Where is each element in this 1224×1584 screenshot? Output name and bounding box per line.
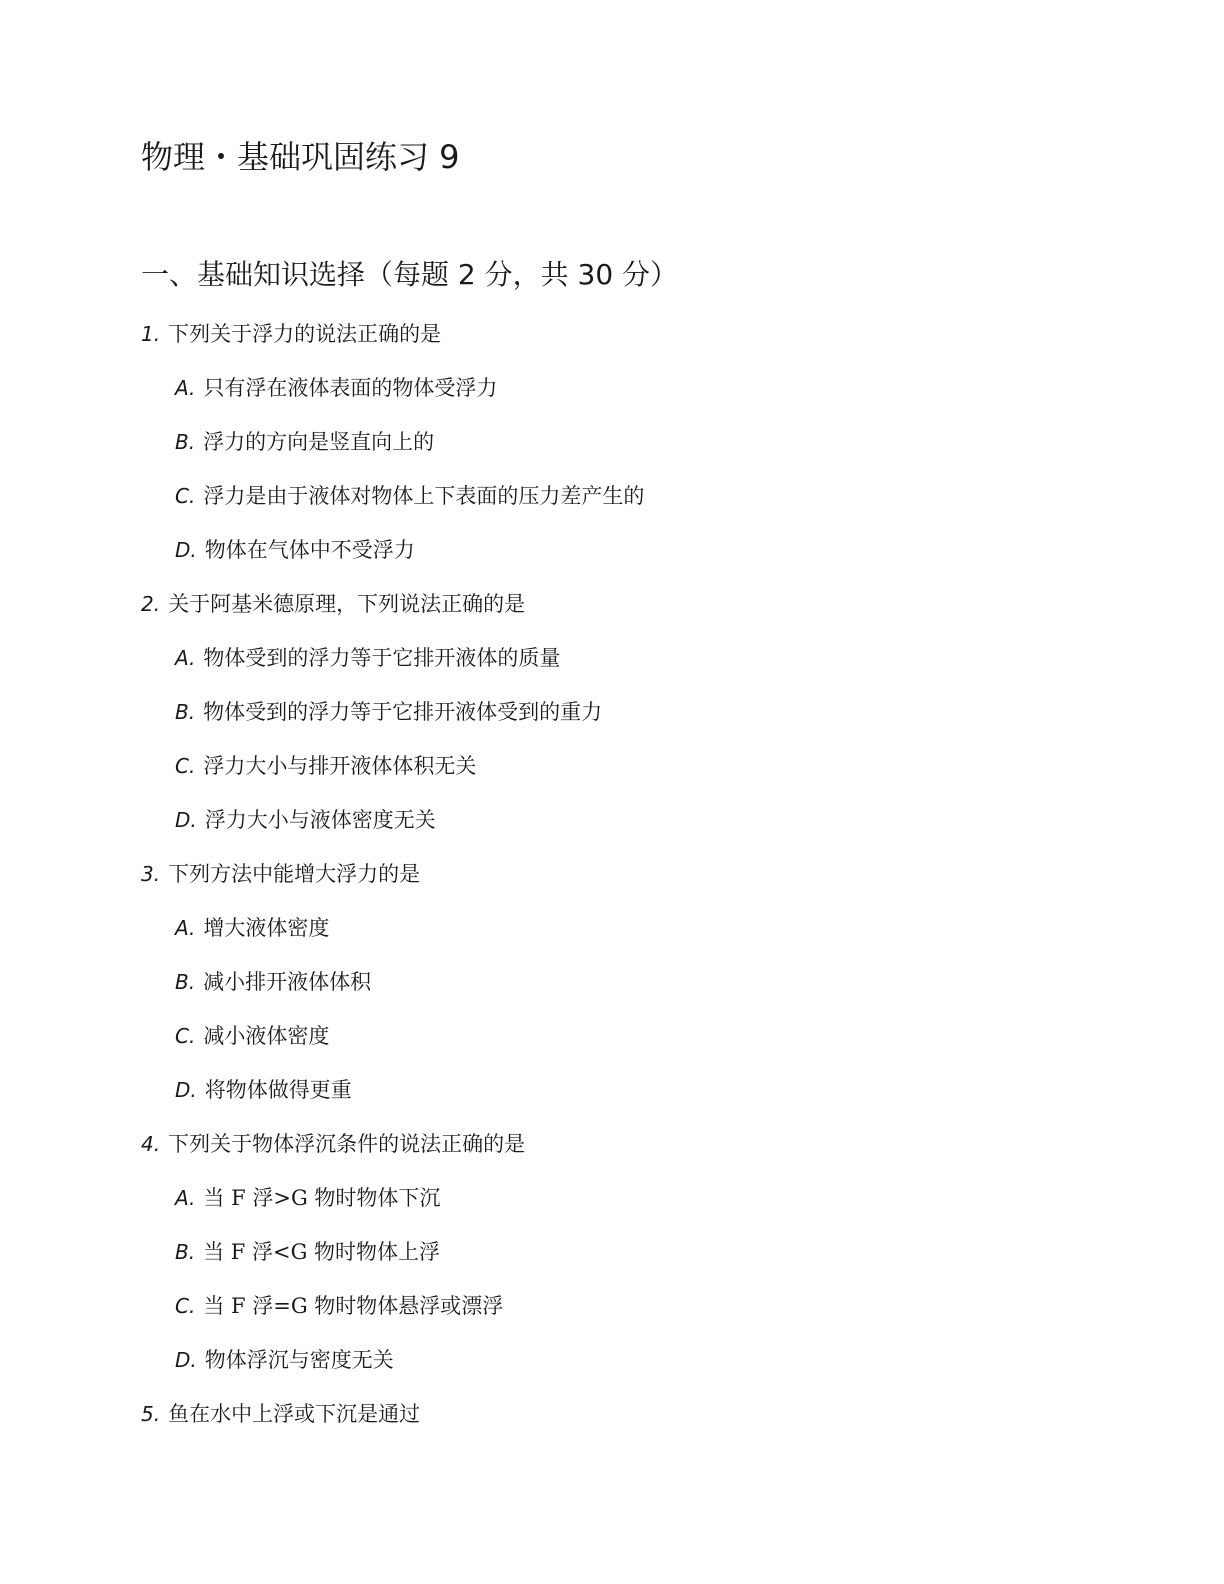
question-3-option-b: [175, 966, 371, 998]
option-text: 当 F 浮<G 物时物体上浮: [203, 1240, 441, 1264]
question-text: 下列关于物体浮沉条件的说法正确的是: [168, 1132, 526, 1156]
question-1: [141, 318, 441, 350]
option-label: C.: [175, 754, 196, 778]
question-2: [141, 588, 525, 620]
option-text: 减小排开液体体积: [203, 970, 372, 994]
question-number: 5.: [141, 1402, 161, 1426]
option-label: A.: [175, 646, 196, 670]
option-label: B.: [175, 970, 196, 994]
option-label: B.: [175, 700, 196, 724]
option-label: D.: [175, 538, 197, 562]
question-3: [141, 858, 420, 890]
question-5: [141, 1398, 420, 1430]
option-text: 物体受到的浮力等于它排开液体受到的重力: [203, 700, 603, 724]
option-label: A.: [175, 916, 196, 940]
question-number: 4.: [141, 1132, 161, 1156]
question-text: 关于阿基米德原理，下列说法正确的是: [168, 592, 526, 616]
option-label: B.: [175, 430, 196, 454]
option-text: 物体浮沉与密度无关: [204, 1348, 394, 1372]
question-4-option-a: [175, 1182, 440, 1214]
option-text: 浮力是由于液体对物体上下表面的压力差产生的: [203, 484, 645, 508]
question-text: 下列关于浮力的说法正确的是: [168, 322, 442, 346]
question-text: 鱼在水中上浮或下沉是通过: [168, 1402, 421, 1426]
option-text: 当 F 浮>G 物时物体下沉: [203, 1186, 441, 1210]
option-text: 将物体做得更重: [204, 1078, 352, 1102]
question-number: 3.: [141, 862, 161, 886]
document-title: 物理・基础巩固练习 9: [141, 138, 460, 176]
option-label: A.: [175, 376, 196, 400]
question-number: 1.: [141, 322, 161, 346]
question-2-option-b: [175, 696, 602, 728]
option-text: 浮力大小与排开液体体积无关: [203, 754, 477, 778]
option-label: A.: [175, 1186, 196, 1210]
option-text: 物体在气体中不受浮力: [204, 538, 415, 562]
option-text: 减小液体密度: [203, 1024, 330, 1048]
question-2-option-a: [175, 642, 560, 674]
option-text: 当 F 浮=G 物时物体悬浮或漂浮: [203, 1294, 504, 1318]
question-1-option-d: [175, 534, 415, 566]
question-1-option-a: [175, 372, 497, 404]
question-3-option-d: [175, 1074, 352, 1106]
question-4-option-b: [175, 1236, 440, 1268]
option-label: C.: [175, 1024, 196, 1048]
option-text: 增大液体密度: [203, 916, 330, 940]
question-1-option-c: [175, 480, 644, 512]
question-2-option-c: [175, 750, 476, 782]
option-text: 物体受到的浮力等于它排开液体的质量: [203, 646, 561, 670]
option-label: C.: [175, 484, 196, 508]
option-label: D.: [175, 808, 197, 832]
question-2-option-d: [175, 804, 436, 836]
option-label: D.: [175, 1078, 197, 1102]
option-text: 浮力大小与液体密度无关: [204, 808, 436, 832]
question-3-option-a: [175, 912, 329, 944]
question-number: 2.: [141, 592, 161, 616]
option-label: C.: [175, 1294, 196, 1318]
section-heading: 一、基础知识选择（每题 2 分，共 30 分）: [141, 258, 679, 291]
option-label: D.: [175, 1348, 197, 1372]
question-4-option-c: [175, 1290, 503, 1322]
question-text: 下列方法中能增大浮力的是: [168, 862, 421, 886]
option-text: 只有浮在液体表面的物体受浮力: [203, 376, 498, 400]
option-label: B.: [175, 1240, 196, 1264]
question-4-option-d: [175, 1344, 394, 1376]
question-1-option-b: [175, 426, 434, 458]
question-4: [141, 1128, 525, 1160]
option-text: 浮力的方向是竖直向上的: [203, 430, 435, 454]
question-3-option-c: [175, 1020, 329, 1052]
